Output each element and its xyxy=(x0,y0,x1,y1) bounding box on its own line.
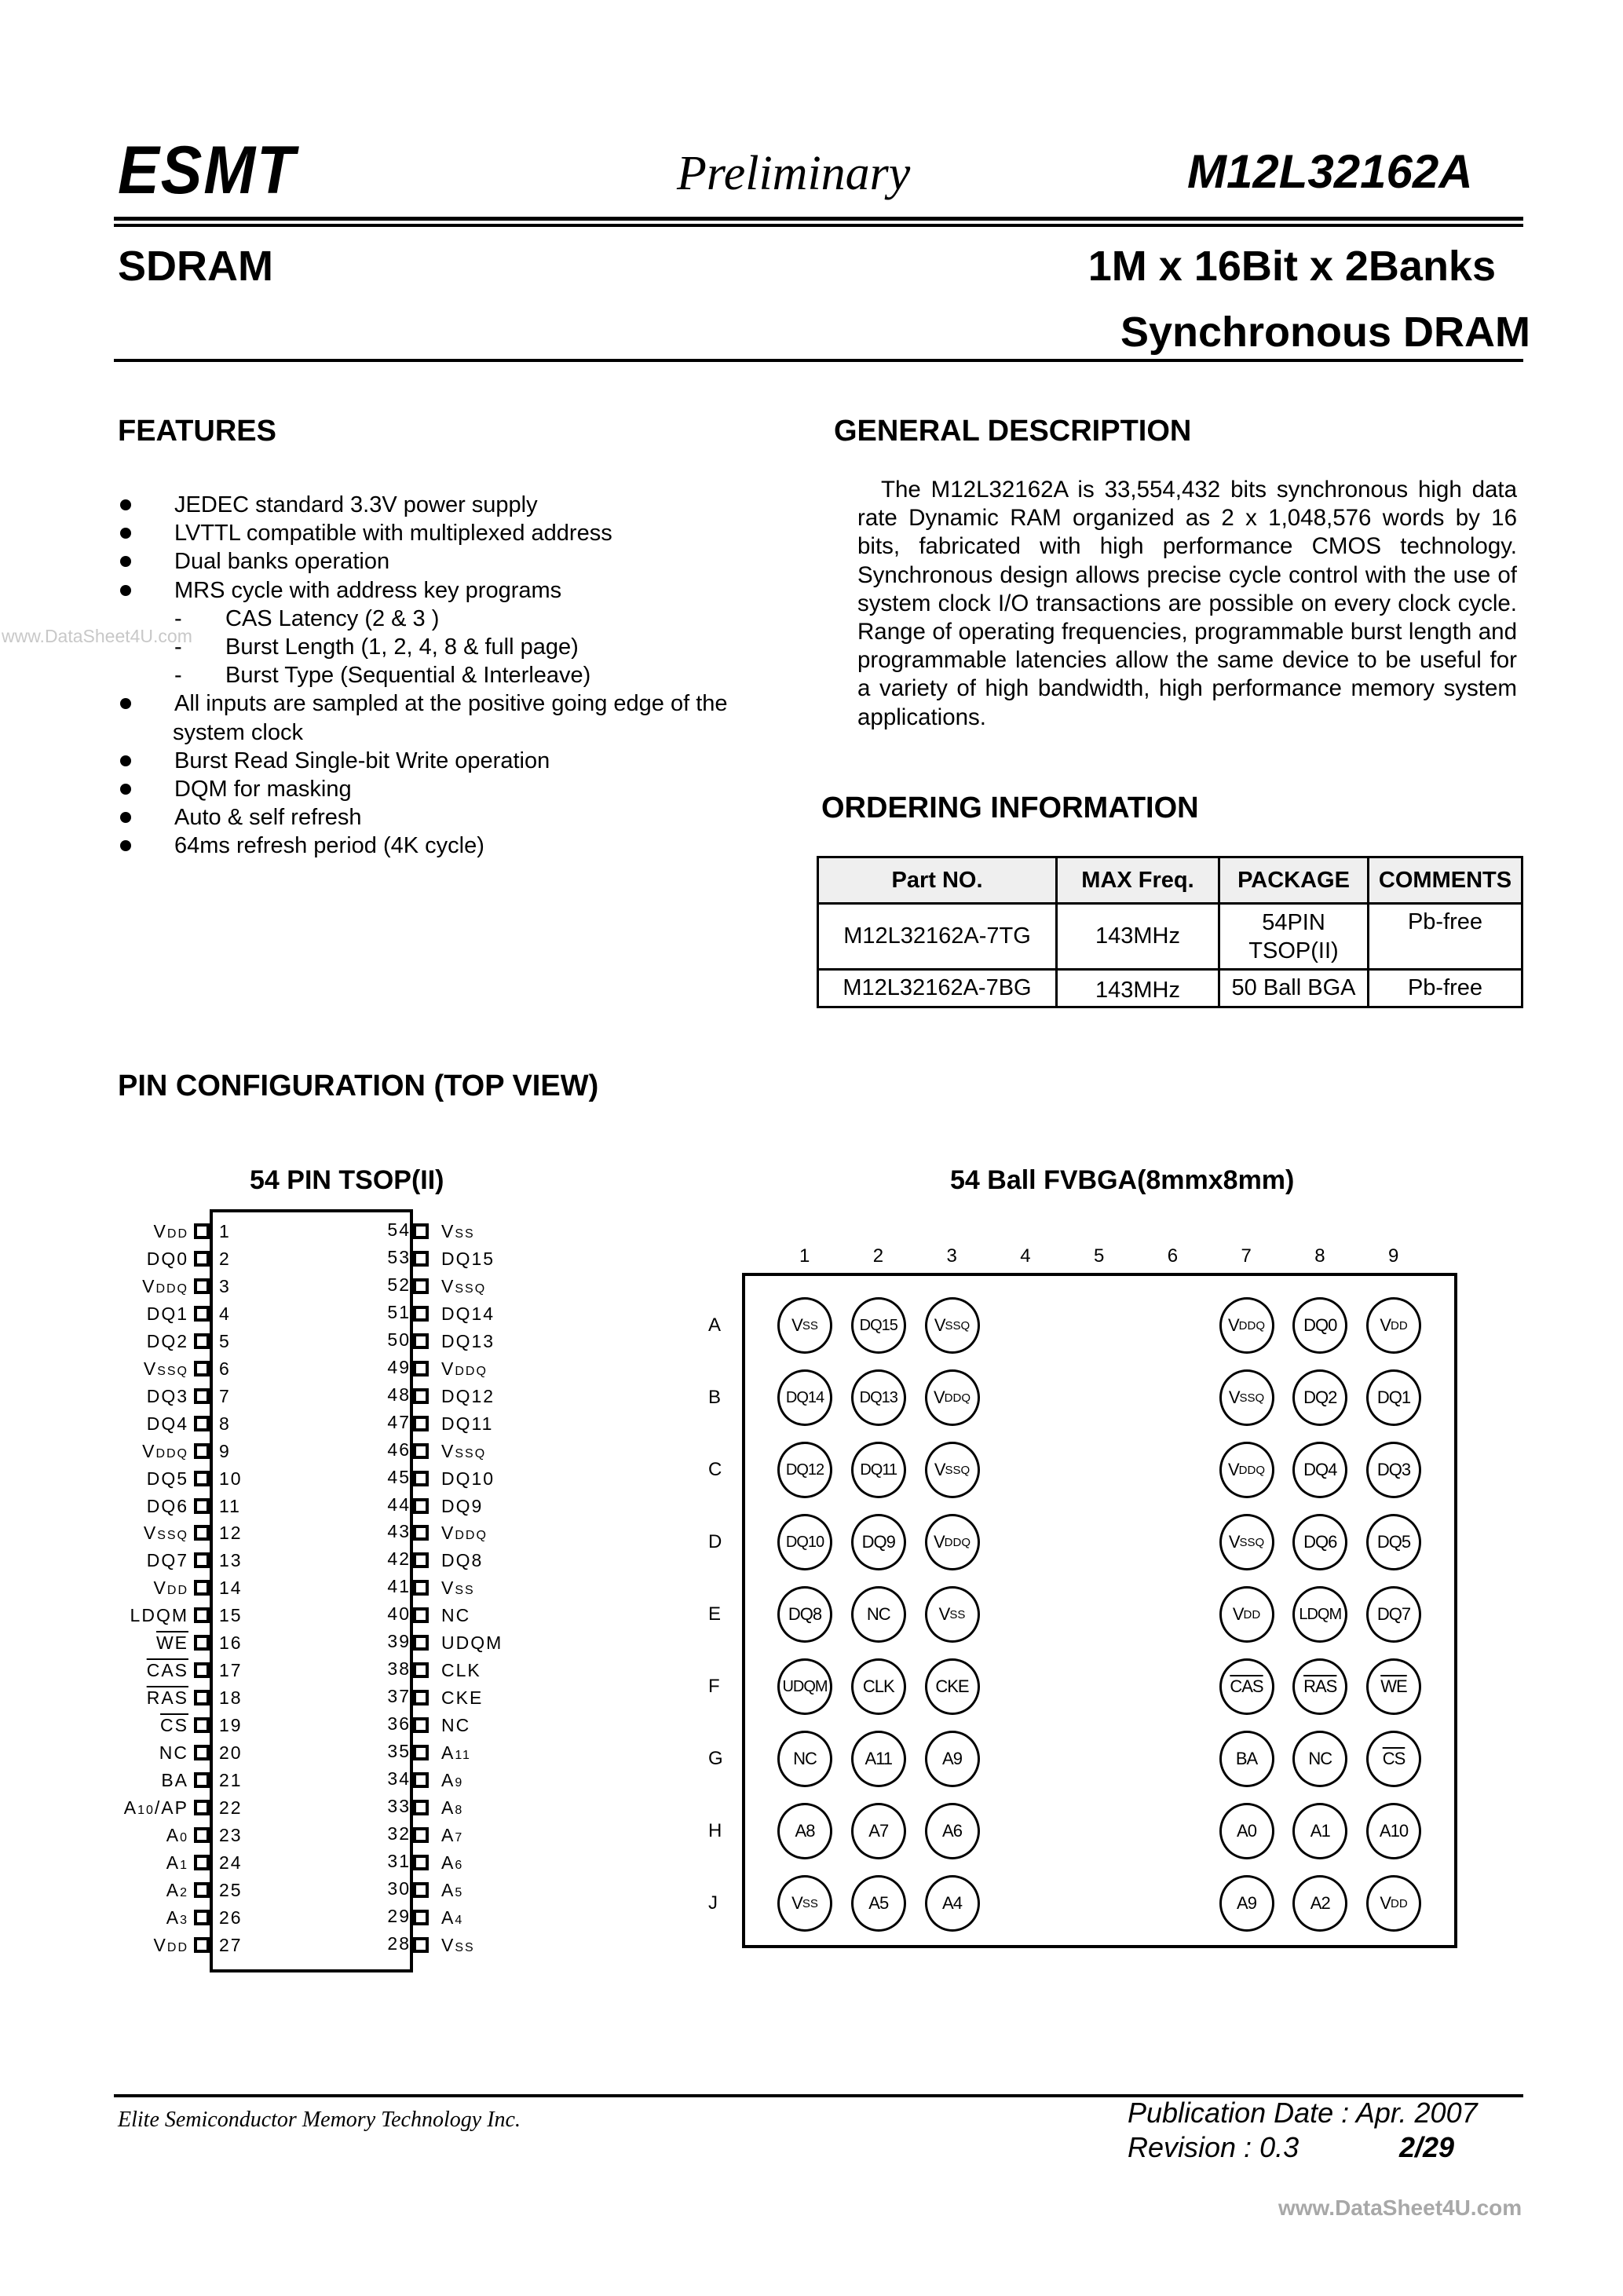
feature-subitem: - Burst Length (1, 2, 4, 8 & full page) xyxy=(116,633,807,661)
esmt-logo: ESMT xyxy=(118,133,297,208)
tsop-pin-pad xyxy=(413,1580,429,1596)
tsop-pin-name: DQ1 xyxy=(146,1303,188,1324)
tsop-pin-name: A11 xyxy=(441,1742,471,1764)
tsop-pin-pad xyxy=(413,1443,429,1459)
tsop-pin-name: A3 xyxy=(166,1907,188,1928)
tsop-pin-pad xyxy=(194,1690,210,1706)
bga-ball: $\overline{CAS}$ xyxy=(1219,1658,1274,1715)
tsop-pin-name: A7 xyxy=(441,1824,464,1845)
tsop-pin-number: 29 xyxy=(387,1905,411,1926)
tsop-pin-name: A9 xyxy=(441,1770,464,1790)
tsop-pin-pad xyxy=(194,1333,210,1349)
tsop-pin-number: 43 xyxy=(387,1521,411,1542)
tsop-pin-name: CKE xyxy=(441,1687,484,1709)
bga-ball: A11 xyxy=(851,1731,906,1787)
tsop-pin-pad xyxy=(194,1498,210,1514)
tsop-pin-name: VDDQ xyxy=(142,1275,188,1296)
col-max-freq: MAX Freq. xyxy=(1057,857,1219,904)
bga-ball: A7 xyxy=(851,1803,906,1859)
feature-item: DQM for masking xyxy=(116,775,807,803)
tsop-pin-pad xyxy=(413,1333,429,1349)
bga-ball: $\overline{CS}$ xyxy=(1366,1731,1421,1787)
bga-ball: V SS xyxy=(777,1297,832,1354)
table-row xyxy=(818,904,1522,970)
tsop-pin-name: VSSQ xyxy=(441,1275,487,1296)
col-package: PACKAGE xyxy=(1219,857,1369,904)
bga-ball: A2 xyxy=(1292,1875,1347,1932)
tsop-pin-name: UDQM xyxy=(441,1632,503,1654)
tsop-pin-number: 44 xyxy=(387,1493,411,1515)
tsop-pin-name: VSSQ xyxy=(441,1440,487,1461)
bga-row-label: H xyxy=(708,1820,722,1841)
tsop-pin-pad xyxy=(194,1717,210,1733)
tsop-pin-pad xyxy=(194,1278,210,1294)
tsop-pin-pad xyxy=(413,1278,429,1294)
tsop-pin-name: VSSQ xyxy=(143,1358,188,1379)
tsop-pin-number: 1 xyxy=(219,1221,231,1241)
bga-ball: V DD xyxy=(1366,1297,1421,1354)
cell-part-no: M12L32162A-7BG xyxy=(818,970,1057,1007)
bga-row-label: G xyxy=(708,1748,723,1769)
bga-ball: V DDQ xyxy=(1219,1297,1274,1354)
tsop-pin-pad xyxy=(413,1607,429,1623)
publication-date: Publication Date : Apr. 2007 xyxy=(1128,2097,1478,2129)
tsop-pin-pad xyxy=(413,1800,429,1815)
feature-item: 64ms refresh period (4K cycle) xyxy=(116,832,807,860)
tsop-pin-number: 24 xyxy=(219,1852,243,1873)
tsop-pin-pad xyxy=(194,1251,210,1267)
bga-row-label: C xyxy=(708,1459,722,1480)
tsop-pin-number: 28 xyxy=(387,1932,411,1954)
tsop-pin-pad xyxy=(413,1772,429,1788)
preliminary-label: Preliminary xyxy=(677,147,911,200)
bga-column-label: 4 xyxy=(1020,1245,1031,1267)
bga-ball: V DDQ xyxy=(1219,1442,1274,1498)
bga-ball: V DDQ xyxy=(925,1369,980,1426)
features-heading: FEATURES xyxy=(118,415,276,448)
tsop-pin-pad xyxy=(194,1800,210,1815)
tsop-pin-name: NC xyxy=(441,1715,471,1736)
tsop-pin-name: VSS xyxy=(441,1578,475,1599)
feature-item: MRS cycle with address key programs xyxy=(116,576,807,605)
feature-item: JEDEC standard 3.3V power supply xyxy=(116,491,807,519)
tsop-pin-number: 32 xyxy=(387,1823,411,1844)
tsop-pin-number: 37 xyxy=(387,1686,411,1707)
subtitle-organization: 1M x 16Bit x 2Banks xyxy=(1087,243,1496,290)
tsop-pin-number: 46 xyxy=(387,1439,411,1460)
tsop-pin-pad xyxy=(194,1827,210,1843)
tsop-pin-pad xyxy=(413,1552,429,1568)
bga-ball: DQ4 xyxy=(1292,1442,1347,1498)
tsop-pin-number: 15 xyxy=(219,1605,243,1626)
bga-ball: NC xyxy=(1292,1731,1347,1787)
tsop-pin-pad xyxy=(194,1388,210,1404)
tsop-pin-number: 14 xyxy=(219,1578,243,1599)
bga-ball: DQ0 xyxy=(1292,1297,1347,1354)
tsop-pin-name: A0 xyxy=(166,1824,188,1845)
tsop-pin-pad xyxy=(194,1910,210,1925)
tsop-pin-name: VDD xyxy=(153,1221,188,1241)
feature-item: All inputs are sampled at the positive going edge of the xyxy=(116,689,807,718)
bga-title: 54 Ball FVBGA(8mmx8mm) xyxy=(950,1165,1295,1195)
bga-ball: $\overline{RAS}$ xyxy=(1292,1658,1347,1715)
tsop-pin-pad xyxy=(194,1223,210,1239)
bga-row-label: A xyxy=(708,1314,722,1336)
tsop-pin-number: 17 xyxy=(219,1660,243,1681)
tsop-pin-name: DQ3 xyxy=(146,1385,188,1406)
general-description-heading: GENERAL DESCRIPTION xyxy=(834,415,1192,448)
tsop-pin-number: 8 xyxy=(219,1413,231,1434)
tsop-pin-name: VDD xyxy=(153,1578,188,1599)
tsop-pin-pad xyxy=(194,1443,210,1459)
tsop-pin-pad xyxy=(194,1882,210,1898)
bga-ball: DQ3 xyxy=(1366,1442,1421,1498)
tsop-pin-pad xyxy=(413,1306,429,1322)
tsop-pin-pad xyxy=(413,1662,429,1678)
tsop-pin-number: 33 xyxy=(387,1795,411,1816)
bga-ball: A9 xyxy=(925,1731,980,1787)
bga-ball: A10 xyxy=(1366,1803,1421,1859)
tsop-pin-pad xyxy=(413,1498,429,1514)
tsop-pin-pad xyxy=(194,1855,210,1870)
tsop-pin-pad xyxy=(413,1361,429,1377)
tsop-pin-pad xyxy=(413,1745,429,1760)
tsop-pin-pad xyxy=(194,1361,210,1377)
tsop-pin-number: 22 xyxy=(219,1797,243,1818)
revision: Revision : 0.3 xyxy=(1128,2131,1299,2163)
bga-ball: DQ12 xyxy=(777,1442,832,1498)
tsop-pin-pad xyxy=(194,1525,210,1541)
tsop-pin-number: 45 xyxy=(387,1466,411,1487)
tsop-pin-number: 30 xyxy=(387,1877,411,1899)
tsop-pin-name: DQ14 xyxy=(441,1303,495,1324)
bga-column-label: 9 xyxy=(1388,1245,1399,1267)
tsop-pin-number: 10 xyxy=(219,1468,243,1489)
tsop-pin-number: 31 xyxy=(387,1850,411,1871)
bga-column-label: 2 xyxy=(872,1245,884,1267)
tsop-pin-number: 2 xyxy=(219,1248,231,1269)
bga-column-label: 1 xyxy=(799,1245,810,1267)
watermark-left[interactable]: www.DataSheet4U.com xyxy=(2,626,192,646)
tsop-pin-name: LDQM xyxy=(130,1605,188,1626)
tsop-pin-name: DQ0 xyxy=(146,1248,188,1269)
subtitle-type: Synchronous DRAM xyxy=(1120,309,1530,356)
tsop-pin-pad xyxy=(194,1937,210,1953)
features-list xyxy=(116,491,807,861)
tsop-pin-number: 13 xyxy=(219,1550,243,1571)
tsop-pin-pad xyxy=(413,1635,429,1651)
tsop-pin-number: 52 xyxy=(387,1274,411,1295)
bga-ball: DQ2 xyxy=(1292,1369,1347,1426)
bga-ball: BA xyxy=(1219,1731,1274,1787)
category-title: SDRAM xyxy=(118,243,273,290)
tsop-pin-number: 3 xyxy=(219,1275,231,1296)
tsop-pin-name: A8 xyxy=(441,1797,464,1818)
tsop-pin-name: NC xyxy=(159,1742,188,1764)
tsop-pin-number: 53 xyxy=(387,1246,411,1267)
bga-ball: V SSQ xyxy=(1219,1369,1274,1426)
bga-ball: V SS xyxy=(777,1875,832,1932)
bga-package-body xyxy=(742,1273,1457,1948)
tsop-pin-name: DQ2 xyxy=(146,1330,188,1351)
tsop-pin-pad xyxy=(413,1388,429,1404)
bga-ball: DQ14 xyxy=(777,1369,832,1426)
tsop-title: 54 PIN TSOP(II) xyxy=(250,1165,444,1195)
col-part-no: Part NO. xyxy=(818,857,1057,904)
tsop-pin-number: 40 xyxy=(387,1603,411,1625)
page-number: 2/29 xyxy=(1399,2131,1455,2163)
tsop-pin-number: 6 xyxy=(219,1358,231,1379)
tsop-pin-pad xyxy=(194,1745,210,1760)
bga-row-label: D xyxy=(708,1531,722,1552)
tsop-pin-number: 41 xyxy=(387,1576,411,1597)
bga-ball: V DD xyxy=(1366,1875,1421,1932)
tsop-pin-number: 9 xyxy=(219,1440,231,1461)
title-divider xyxy=(114,359,1523,362)
pin-configuration-heading: PIN CONFIGURATION (TOP VIEW) xyxy=(118,1069,599,1102)
general-description-text: The M12L32162A is 33,554,432 bits synchronous high data rate Dynamic RAM organized as 2 x 1,048,576 words by 16 bits, fabricated with high performance CMOS technology. Synchronous design allows precise cycle control with the use of system clock I/O transactions are possible on every clock cycle. Range of operating frequencies, programmable burst length and programmable latencies allow the same device to be useful for a variety of high bandwidth, high performance memory system applications. xyxy=(857,477,1517,730)
tsop-pin-number: 25 xyxy=(219,1879,243,1900)
tsop-pin-pad xyxy=(194,1552,210,1568)
tsop-pin-name: A5 xyxy=(441,1879,464,1900)
tsop-pin-pad xyxy=(413,1223,429,1239)
tsop-pin-number: 12 xyxy=(219,1523,243,1544)
ordering-table xyxy=(817,856,1523,1008)
watermark-footer[interactable]: www.DataSheet4U.com xyxy=(1278,2195,1522,2220)
tsop-pin-name: $\overline{RAS}$ xyxy=(146,1687,188,1709)
bga-ball: DQ5 xyxy=(1366,1514,1421,1570)
tsop-pin-name: A6 xyxy=(441,1852,464,1873)
tsop-pin-pad xyxy=(194,1580,210,1596)
bga-ball: A1 xyxy=(1292,1803,1347,1859)
tsop-pin-name: NC xyxy=(441,1605,471,1626)
tsop-pin-number: 51 xyxy=(387,1301,411,1322)
feature-subitem: - Burst Type (Sequential & Interleave) xyxy=(116,661,807,689)
bga-ball: DQ10 xyxy=(777,1514,832,1570)
cell-package: 54PIN TSOP(II) xyxy=(1219,904,1369,970)
bga-ball: $\overline{WE}$ xyxy=(1366,1658,1421,1715)
tsop-pin-pad xyxy=(194,1416,210,1431)
tsop-pin-name: DQ4 xyxy=(146,1413,188,1434)
ordering-heading: ORDERING INFORMATION xyxy=(821,792,1199,824)
tsop-pin-pad xyxy=(413,1937,429,1953)
bga-ball: V SSQ xyxy=(925,1297,980,1354)
tsop-pin-name: VSS xyxy=(441,1221,475,1241)
tsop-pin-name: $\overline{CS}$ xyxy=(160,1715,188,1736)
tsop-pin-name: $\overline{WE}$ xyxy=(155,1632,188,1654)
bga-row-label: E xyxy=(708,1603,722,1625)
bga-column-label: 8 xyxy=(1314,1245,1325,1267)
tsop-pin-number: 49 xyxy=(387,1356,411,1377)
tsop-pin-name: DQ10 xyxy=(441,1468,495,1489)
bga-ball: DQ6 xyxy=(1292,1514,1347,1570)
tsop-pin-number: 48 xyxy=(387,1384,411,1405)
bga-column-label: 7 xyxy=(1241,1245,1252,1267)
tsop-pin-pad xyxy=(194,1662,210,1678)
tsop-pin-name: DQ12 xyxy=(441,1385,495,1406)
tsop-pin-name: VDDQ xyxy=(142,1440,188,1461)
bga-ball: NC xyxy=(777,1731,832,1787)
feature-subitem: - CAS Latency (2 & 3 ) xyxy=(116,605,807,633)
bga-ball: CLK xyxy=(851,1658,906,1715)
tsop-pin-name: A2 xyxy=(166,1879,188,1900)
col-comments: COMMENTS xyxy=(1369,857,1522,904)
tsop-pin-pad xyxy=(413,1471,429,1486)
bga-ball: A8 xyxy=(777,1803,832,1859)
tsop-pin-number: 54 xyxy=(387,1219,411,1240)
cell-comments: Pb-free xyxy=(1369,904,1522,970)
tsop-pin-pad xyxy=(194,1607,210,1623)
tsop-pin-name: BA xyxy=(161,1770,188,1790)
tsop-pin-number: 23 xyxy=(219,1824,243,1845)
tsop-pin-name: VSSQ xyxy=(143,1523,188,1544)
bga-ball: A4 xyxy=(925,1875,980,1932)
bga-column-label: 5 xyxy=(1094,1245,1105,1267)
bga-ball: A6 xyxy=(925,1803,980,1859)
tsop-pin-number: 18 xyxy=(219,1687,243,1709)
tsop-pin-name: DQ11 xyxy=(441,1413,494,1434)
bga-column-label: 3 xyxy=(946,1245,957,1267)
feature-item: Auto & self refresh xyxy=(116,803,807,832)
bga-ball: DQ7 xyxy=(1366,1586,1421,1643)
header-divider-bottom xyxy=(114,224,1523,227)
tsop-pin-pad xyxy=(413,1910,429,1925)
bga-ball: V SSQ xyxy=(1219,1514,1274,1570)
tsop-pin-pad xyxy=(194,1471,210,1486)
bga-ball: DQ9 xyxy=(851,1514,906,1570)
tsop-pin-name: DQ9 xyxy=(441,1495,484,1516)
tsop-pin-number: 26 xyxy=(219,1907,243,1928)
tsop-pin-number: 21 xyxy=(219,1770,243,1790)
header-part-number: M12L32162A xyxy=(1187,145,1473,198)
tsop-pin-number: 16 xyxy=(219,1632,243,1654)
cell-part-no: M12L32162A-7TG xyxy=(818,904,1057,970)
cell-comments: Pb-free xyxy=(1369,970,1522,1007)
bga-ball: DQ8 xyxy=(777,1586,832,1643)
tsop-pin-name: A4 xyxy=(441,1907,464,1928)
tsop-pin-number: 20 xyxy=(219,1742,243,1764)
tsop-pin-pad xyxy=(194,1772,210,1788)
tsop-pin-name: DQ8 xyxy=(441,1550,484,1571)
feature-item: Dual banks operation xyxy=(116,547,807,576)
tsop-pin-number: 50 xyxy=(387,1329,411,1350)
tsop-pin-name: DQ6 xyxy=(146,1495,188,1516)
tsop-pin-name: VSS xyxy=(441,1934,475,1955)
feature-item: system clock xyxy=(173,719,303,745)
tsop-pin-pad xyxy=(413,1251,429,1267)
bga-row-label: J xyxy=(708,1892,718,1914)
bga-ball: V SSQ xyxy=(925,1442,980,1498)
tsop-pin-name: DQ13 xyxy=(441,1330,495,1351)
tsop-pin-pad xyxy=(413,1855,429,1870)
tsop-pin-number: 19 xyxy=(219,1715,243,1736)
tsop-pin-pad xyxy=(413,1827,429,1843)
tsop-pin-number: 38 xyxy=(387,1658,411,1680)
tsop-pin-number: 4 xyxy=(219,1303,231,1324)
tsop-pin-number: 42 xyxy=(387,1548,411,1570)
tsop-pin-name: CLK xyxy=(441,1660,481,1681)
feature-item: Burst Read Single-bit Write operation xyxy=(116,747,807,775)
bga-ball: LDQM xyxy=(1292,1586,1347,1643)
footer-company: Elite Semiconductor Memory Technology Inc. xyxy=(118,2108,521,2132)
tsop-pin-pad xyxy=(413,1525,429,1541)
bga-ball: V SS xyxy=(925,1586,980,1643)
tsop-pin-number: 34 xyxy=(387,1768,411,1789)
bga-ball: DQ15 xyxy=(851,1297,906,1354)
tsop-pin-number: 47 xyxy=(387,1411,411,1432)
tsop-pin-name: VDDQ xyxy=(441,1358,488,1379)
tsop-pin-pad xyxy=(413,1416,429,1431)
cell-package: 50 Ball BGA xyxy=(1219,970,1369,1007)
bga-ball: A9 xyxy=(1219,1875,1274,1932)
tsop-pin-name: A10/AP xyxy=(123,1797,188,1818)
tsop-pin-number: 5 xyxy=(219,1330,231,1351)
tsop-pin-number: 39 xyxy=(387,1631,411,1652)
tsop-pin-name: DQ15 xyxy=(441,1248,495,1269)
bga-ball: A5 xyxy=(851,1875,906,1932)
header-divider-top xyxy=(114,217,1523,221)
tsop-pin-pad xyxy=(413,1717,429,1733)
bga-row-label: F xyxy=(708,1676,720,1697)
bga-ball: UDQM xyxy=(777,1658,832,1715)
tsop-pin-name: $\overline{CAS}$ xyxy=(146,1660,188,1681)
tsop-pin-name: DQ5 xyxy=(146,1468,188,1489)
bga-ball: DQ11 xyxy=(851,1442,906,1498)
bga-ball: V DD xyxy=(1219,1586,1274,1643)
tsop-pin-number: 27 xyxy=(219,1934,243,1955)
bga-ball: V DDQ xyxy=(925,1514,980,1570)
table-row xyxy=(818,970,1522,1007)
bga-column-label: 6 xyxy=(1167,1245,1179,1267)
tsop-pin-name: VDDQ xyxy=(441,1523,488,1544)
tsop-pin-number: 11 xyxy=(219,1495,241,1516)
tsop-pin-number: 7 xyxy=(219,1385,231,1406)
bga-row-label: B xyxy=(708,1387,722,1408)
cell-max-freq: 143MHz xyxy=(1057,904,1219,970)
tsop-pin-number: 35 xyxy=(387,1741,411,1762)
tsop-pin-number: 36 xyxy=(387,1713,411,1735)
tsop-pin-pad xyxy=(194,1635,210,1651)
cell-max-freq: 143MHz xyxy=(1057,970,1219,1007)
tsop-pin-pad xyxy=(194,1306,210,1322)
tsop-pin-pad xyxy=(413,1690,429,1706)
bga-ball: A0 xyxy=(1219,1803,1274,1859)
bga-ball: NC xyxy=(851,1586,906,1643)
tsop-pin-name: VDD xyxy=(153,1934,188,1955)
tsop-pin-name: DQ7 xyxy=(146,1550,188,1571)
tsop-pin-pad xyxy=(413,1882,429,1898)
tsop-pin-name: A1 xyxy=(166,1852,188,1873)
bga-ball: DQ1 xyxy=(1366,1369,1421,1426)
bga-ball: CKE xyxy=(925,1658,980,1715)
bga-ball: DQ13 xyxy=(851,1369,906,1426)
feature-item: LVTTL compatible with multiplexed address xyxy=(116,519,807,547)
ordering-header-row xyxy=(818,857,1522,904)
